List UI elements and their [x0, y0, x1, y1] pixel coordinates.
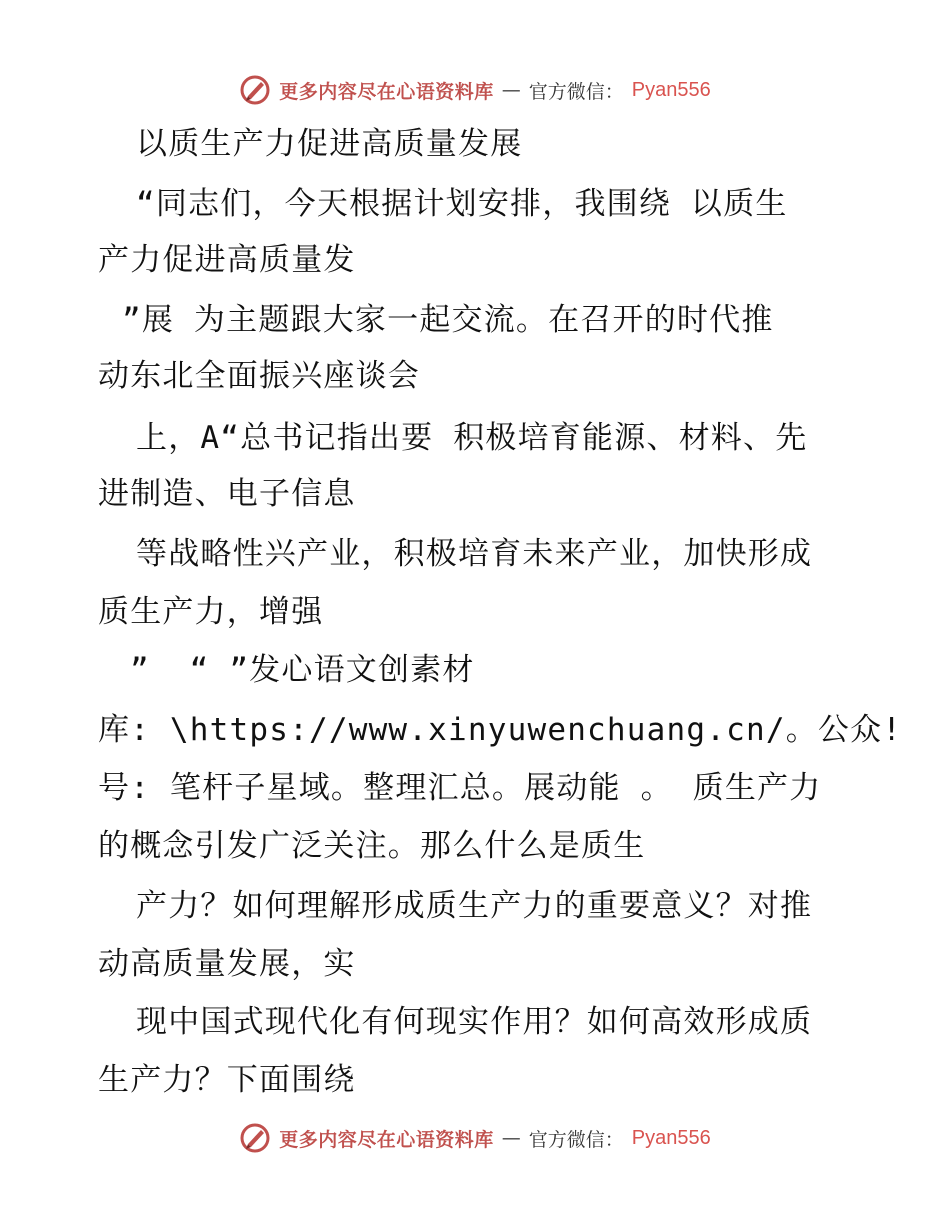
banner-slogan: 更多内容尽在心语资料库: [279, 1128, 494, 1151]
doc-line: 现中国式现代化有何现实作用？如何高效形成质: [136, 1004, 813, 1040]
doc-title: 以质生产力促进高质量发展: [136, 126, 523, 162]
pen-logo-icon: [239, 1122, 271, 1154]
banner-dash: —: [501, 79, 521, 101]
doc-line: 号: 笔杆子星域。整理汇总。展动能 。 质生产力: [98, 770, 822, 806]
doc-line: 的概念引发广泛关注。那么什么是质生: [98, 828, 646, 864]
doc-line: ” “ ”发心语文创素材: [130, 652, 475, 688]
doc-line: “同志们，今天根据计划安排，我围绕 以质生: [136, 186, 788, 222]
pen-logo-icon: [239, 74, 271, 106]
banner-wechat-label: 官方微信：: [528, 1128, 624, 1151]
banner-wechat-handle: Pyan556: [631, 1126, 711, 1149]
banner-wechat-handle: Pyan556: [631, 78, 711, 101]
doc-line: 产力？如何理解形成质生产力的重要意义？对推: [136, 888, 813, 924]
banner-dash: —: [501, 1127, 521, 1149]
banner-slogan: 更多内容尽在心语资料库: [279, 80, 494, 103]
banner-wechat-label: 官方微信：: [528, 80, 624, 103]
footer-banner: [0, 1118, 950, 1158]
doc-line: 动高质量发展，实: [98, 946, 356, 982]
doc-line: 质生产力，增强: [98, 594, 324, 630]
doc-line: 进制造、电子信息: [98, 476, 356, 512]
doc-line: 上，A“总书记指出要 积极培育能源、材料、先: [136, 420, 808, 456]
doc-line-url: 库: \https://www.xinyuwenchuang.cn/。公众!: [98, 712, 903, 748]
doc-line: 动东北全面振兴座谈会: [98, 358, 420, 394]
doc-line: 等战略性兴产业，积极培育未来产业，加快形成: [136, 536, 813, 572]
doc-line: ”展 为主题跟大家一起交流。在召开的时代推: [122, 302, 774, 338]
header-banner: [0, 70, 950, 110]
doc-line: 产力促进高质量发: [98, 242, 356, 278]
doc-line: 生产力？下面围绕: [98, 1062, 356, 1098]
